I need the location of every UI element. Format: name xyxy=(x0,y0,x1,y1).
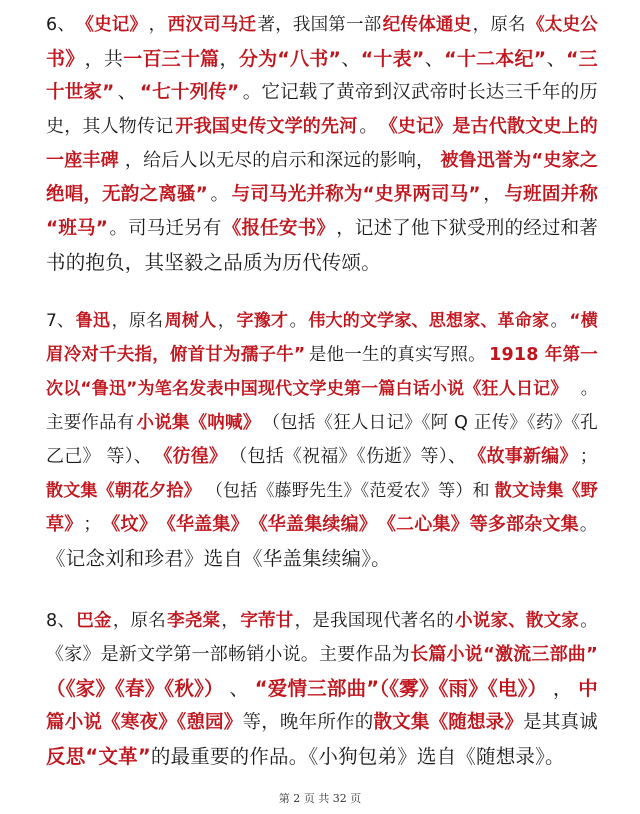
highlighted-text: 篇小说《寒夜》《憩园》 xyxy=(46,712,243,733)
highlighted-text: 《故事新编》 xyxy=(468,446,578,467)
highlighted-text: 鲁迅 xyxy=(75,311,111,331)
highlighted-text: 被鲁迅誉为“史家之 xyxy=(440,150,598,171)
footer-suffix: 页 xyxy=(350,792,362,805)
body-text: 7、 xyxy=(46,311,75,331)
body-text: 著，我国第一部 xyxy=(257,15,382,35)
highlighted-text: 《史记》 xyxy=(76,15,148,35)
body-text: 、 xyxy=(424,48,444,70)
body-text: ， xyxy=(221,611,240,631)
body-text: 《家》是新文学第一部畅销小说。主要作品为 xyxy=(46,644,410,665)
body-text: ； xyxy=(579,446,598,467)
highlighted-text: 《坟》 xyxy=(102,514,157,535)
text-line xyxy=(46,440,598,474)
highlighted-text: 散文诗集《野 xyxy=(494,481,598,501)
text-line xyxy=(46,212,598,246)
entry-luxun xyxy=(46,304,598,576)
highlighted-text: “七十列传” xyxy=(139,82,240,103)
highlighted-text: 分为“八书” xyxy=(238,48,342,70)
text-line xyxy=(46,604,598,638)
body-text: ， xyxy=(148,15,167,35)
body-text: 史，其人物传记 xyxy=(46,116,174,137)
entry-bajin xyxy=(46,604,598,774)
footer-total-pages: 32 xyxy=(332,792,347,805)
highlighted-text: “爱情三部曲”（《雾》《雨》《电》） xyxy=(254,677,548,700)
text-line xyxy=(46,474,598,508)
body-text: 6、 xyxy=(46,15,76,35)
highlighted-text: 与班固并称 xyxy=(504,184,598,205)
highlighted-text: 草》 xyxy=(46,514,83,535)
body-text: ，原名 xyxy=(472,15,526,35)
text-line xyxy=(46,42,598,76)
text-line xyxy=(46,372,598,406)
body-text: 。它记载了黄帝到汉武帝时长达三千年的历 xyxy=(242,82,598,103)
text-line xyxy=(46,508,598,542)
body-text: 。 xyxy=(359,116,378,137)
highlighted-text: 字豫才 xyxy=(236,311,289,331)
text-line xyxy=(46,246,598,280)
highlighted-text: 书》 xyxy=(46,48,85,70)
highlighted-text: 散文集《随想录》 xyxy=(373,712,524,733)
body-text: 。 xyxy=(550,311,568,331)
text-line xyxy=(46,672,598,706)
highlighted-text: 《史记》是古代散文史上的 xyxy=(379,116,598,137)
body-text: 。 xyxy=(579,514,598,535)
text-line xyxy=(46,638,598,672)
body-text: 。司马迁另有 xyxy=(109,218,222,239)
text-line xyxy=(46,8,598,42)
body-text: ，给后人以无尽的启示和深远的影响， xyxy=(124,150,435,171)
body-text: （包括《祝福》《伤逝》等）、 xyxy=(229,446,467,467)
highlighted-text: 字芾甘 xyxy=(240,611,294,631)
highlighted-text: 小说家、散文家 xyxy=(455,611,580,631)
footer-middle: 页 共 xyxy=(303,792,330,805)
text-line xyxy=(46,76,598,110)
highlighted-text: 散文集《朝花夕拾》 xyxy=(46,481,201,501)
body-text: 的最重要的作品。《小狗包弟》选自《随想录》。 xyxy=(150,745,565,768)
body-text: ，是我国现代著名的 xyxy=(294,611,454,631)
body-text: （包括《藤野先生》《范爱农》等）和 xyxy=(205,481,490,501)
body-text: 、 xyxy=(117,82,137,103)
text-line xyxy=(46,740,598,774)
text-line xyxy=(46,406,598,440)
footer-current-page: 2 xyxy=(293,792,301,805)
highlighted-text: 十世家” xyxy=(46,82,115,103)
highlighted-text: “十表” xyxy=(360,48,425,70)
text-line xyxy=(46,304,598,338)
highlighted-text: 伟大的文学家、思想家、革命家 xyxy=(308,311,550,331)
body-text: ，原名 xyxy=(111,311,164,331)
highlighted-text: 一百三十篇 xyxy=(123,48,220,70)
highlighted-text: “班马” xyxy=(46,218,109,239)
body-text: ，共 xyxy=(84,48,124,70)
highlighted-text: “三 xyxy=(565,48,598,70)
body-text: ， xyxy=(483,184,502,205)
body-text: 8、 xyxy=(46,611,76,631)
body-text: 。 xyxy=(210,184,230,205)
body-text: 、 xyxy=(229,677,250,700)
body-text: ， xyxy=(219,48,239,70)
highlighted-text: 《二心集》 xyxy=(377,514,469,535)
page-footer xyxy=(0,790,640,806)
highlighted-text: 纪传体通史 xyxy=(382,15,472,35)
text-line xyxy=(46,542,598,576)
body-text: 主要作品有 xyxy=(46,413,135,433)
body-text: 、 xyxy=(546,48,566,70)
highlighted-text: （《家》《春》《秋》） xyxy=(46,677,224,700)
highlighted-text: 巴金 xyxy=(76,611,112,631)
highlighted-text: 《太史公 xyxy=(527,15,598,35)
body-text: 书的抱负，其坚毅之品质为历代传颂。 xyxy=(46,251,381,274)
highlighted-text: 反思“文革” xyxy=(46,745,151,768)
footer-prefix: 第 xyxy=(278,792,290,805)
body-text: 。 xyxy=(580,611,598,631)
body-text: 是他一生的真实写照。 xyxy=(308,345,486,365)
highlighted-text: 《华盖集》 xyxy=(157,514,249,535)
highlighted-text: 中 xyxy=(578,677,598,700)
body-text: 等，晚年所作的 xyxy=(242,712,374,733)
highlighted-text: 眉冷对千夫指，俯首甘为孺子牛” xyxy=(46,345,306,365)
body-text: 是其真诚 xyxy=(523,712,598,733)
body-text: （包括《狂人日记》《阿 Q 正传》《药》《孔 xyxy=(262,413,598,433)
body-text: ， xyxy=(552,677,573,700)
entry-shiji xyxy=(46,8,598,280)
body-text: 乙己》 等）、 xyxy=(46,446,153,467)
highlighted-text: 《华盖集续编》 xyxy=(249,514,377,535)
highlighted-text: 绝唱，无韵之离骚” xyxy=(46,184,208,205)
body-text: 《记念刘和珍君》选自《华盖集续编》。 xyxy=(46,547,391,570)
highlighted-text: 与司马光并称为“史界两司马” xyxy=(231,184,481,205)
body-text: 。 xyxy=(289,311,307,331)
text-line xyxy=(46,338,598,372)
body-text: ； xyxy=(83,514,102,535)
body-text: 、 xyxy=(341,48,361,70)
text-line xyxy=(46,178,598,212)
highlighted-text: 等多部杂文集 xyxy=(469,514,579,535)
highlighted-text: 1918 年第一 xyxy=(489,345,598,365)
highlighted-text: 一座丰碑 xyxy=(46,150,119,171)
highlighted-text: 次以“鲁迅”为笔名发表中国现代文学史第一篇白话小说《狂人日记》 xyxy=(46,379,568,399)
text-line xyxy=(46,110,598,144)
highlighted-text: 《彷徨》 xyxy=(154,446,228,467)
body-text: ， xyxy=(217,311,236,331)
highlighted-text: 开我国史传文学的先河 xyxy=(175,116,358,137)
highlighted-text: 西汉司马迁 xyxy=(167,15,257,35)
highlighted-text: 《报任安书》 xyxy=(222,218,335,239)
highlighted-text: 长篇小说“激流三部曲” xyxy=(410,644,598,665)
highlighted-text: “十二本纪” xyxy=(444,48,547,70)
body-text: 。 xyxy=(580,379,598,399)
highlighted-text: 周树人 xyxy=(164,311,217,331)
text-line xyxy=(46,144,598,178)
highlighted-text: 李尧棠 xyxy=(167,611,221,631)
text-line xyxy=(46,706,598,740)
body-text: ，记述了他下狱受刑的经过和著 xyxy=(336,218,598,239)
highlighted-text: 小说集《呐喊》 xyxy=(136,413,261,433)
highlighted-text: “横 xyxy=(569,311,598,331)
body-text: ，原名 xyxy=(112,611,166,631)
